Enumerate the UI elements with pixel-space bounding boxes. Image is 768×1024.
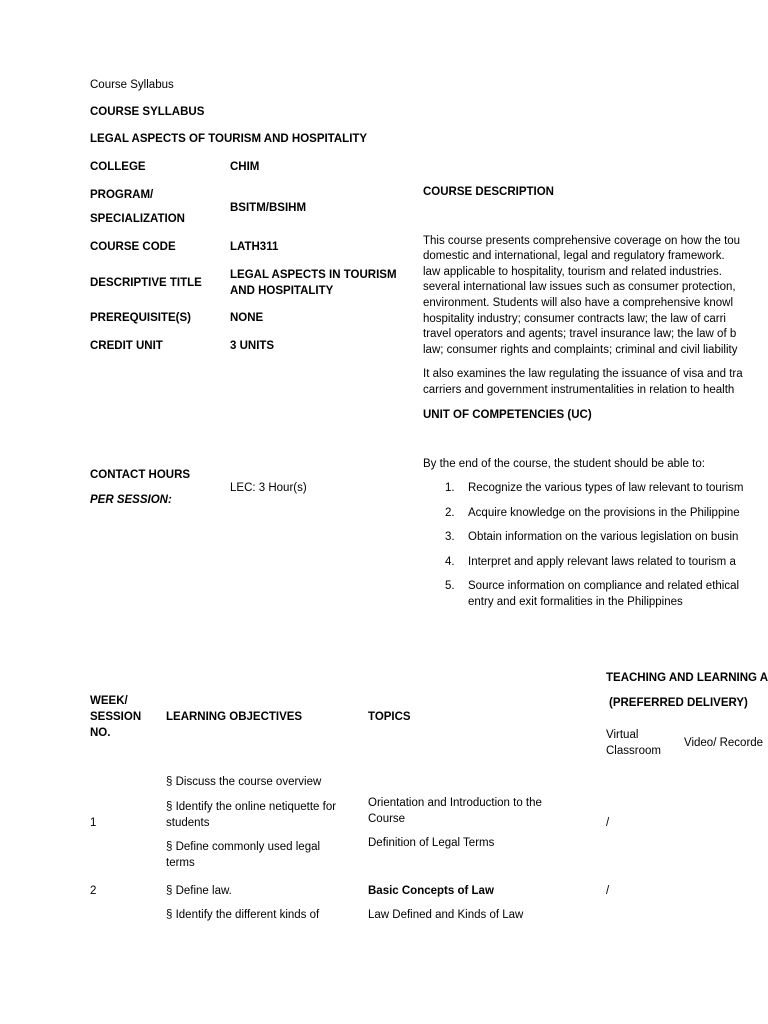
credit-unit-value: 3 UNITS <box>230 340 275 352</box>
list-item: Interpret and apply relevant laws related to tourism a <box>468 556 736 568</box>
course-code-value: LATH311 <box>230 241 279 253</box>
list-item: Source information on compliance and related ethical <box>468 580 740 592</box>
topic: Orientation and Introduction to the <box>368 797 542 809</box>
list-number: 2. <box>445 507 455 519</box>
descriptive-title-value-line2: AND HOSPITALITY <box>230 285 334 297</box>
descriptive-title-value-line1: LEGAL ASPECTS IN TOURISM <box>230 269 397 281</box>
prerequisite-label: PREREQUISITE(S) <box>90 312 191 324</box>
list-item-continuation: entry and exit formalities in the Philippines <box>468 596 683 608</box>
contact-hours-value: LEC: 3 Hour(s) <box>230 482 307 494</box>
column-header-learning-objectives: LEARNING OBJECTIVES <box>166 711 303 723</box>
learning-objective: § Identify the online netiquette for <box>166 801 337 813</box>
description-line: It also examines the law regulating the issuance of visa and tra <box>423 368 743 380</box>
descriptive-title-label: DESCRIPTIVE TITLE <box>90 277 202 289</box>
column-header-no: NO. <box>90 727 111 739</box>
column-header-week: WEEK/ <box>90 695 128 707</box>
per-session-label: PER SESSION: <box>90 494 172 506</box>
specialization-label: SPECIALIZATION <box>90 213 185 225</box>
document-label: Course Syllabus <box>90 79 174 91</box>
list-item: Obtain information on the various legislation on busin <box>468 531 739 543</box>
program-label: PROGRAM/ <box>90 189 154 201</box>
description-line: carriers and government instrumentalities in relation to health <box>423 384 735 396</box>
learning-objective: § Discuss the course overview <box>166 776 322 788</box>
learning-objective-continuation: terms <box>166 857 195 869</box>
list-number: 4. <box>445 556 455 568</box>
unit-of-competencies-heading: UNIT OF COMPETENCIES (UC) <box>423 409 592 421</box>
topic: Definition of Legal Terms <box>368 837 495 849</box>
description-line: hospitality industry; consumer contracts law; the law of carri <box>423 313 726 325</box>
description-line: several international law issues such as consumer protection, <box>423 281 736 293</box>
virtual-classroom-mark: / <box>606 885 610 897</box>
list-item: Recognize the various types of law relevant to tourism <box>468 482 744 494</box>
virtual-classroom-mark: / <box>606 817 610 829</box>
preferred-delivery-heading: (PREFERRED DELIVERY) <box>609 697 748 709</box>
description-line: law; consumer rights and complaints; criminal and civil liability <box>423 344 738 356</box>
contact-hours-label: CONTACT HOURS <box>90 469 191 481</box>
learning-objective: § Define commonly used legal <box>166 841 321 853</box>
topic-heading: Basic Concepts of Law <box>368 885 494 897</box>
prerequisite-value: NONE <box>230 312 264 324</box>
column-header-session: SESSION <box>90 711 142 723</box>
column-header-video-recorded: Video/ Recorde <box>684 737 764 749</box>
college-label: COLLEGE <box>90 161 146 173</box>
course-code-label: COURSE CODE <box>90 241 176 253</box>
learning-objective-continuation: students <box>166 817 210 829</box>
list-number: 3. <box>445 531 455 543</box>
learning-objective: § Identify the different kinds of <box>166 909 320 921</box>
program-value: BSITM/BSIHM <box>230 202 307 214</box>
description-line: This course presents comprehensive coverage on how the tou <box>423 235 741 247</box>
competencies-intro: By the end of the course, the student should be able to: <box>423 458 705 470</box>
description-line: domestic and international, legal and regulatory framework. <box>423 250 725 262</box>
column-header-virtual: Virtual <box>606 729 639 741</box>
topic-continuation: Course <box>368 813 406 825</box>
list-item: Acquire knowledge on the provisions in the Philippine <box>468 507 740 519</box>
document-title: COURSE SYLLABUS <box>90 106 205 118</box>
learning-objective: § Define law. <box>166 885 232 897</box>
list-number: 1. <box>445 482 455 494</box>
week-number: 1 <box>90 817 97 829</box>
topic: Law Defined and Kinds of Law <box>368 909 524 921</box>
course-description-heading: COURSE DESCRIPTION <box>423 186 554 198</box>
description-line: travel operators and agents; travel insurance law; the law of b <box>423 328 737 340</box>
column-header-classroom: Classroom <box>606 745 661 757</box>
list-number: 5. <box>445 580 455 592</box>
week-number: 2 <box>90 885 97 897</box>
column-header-topics: TOPICS <box>368 711 411 723</box>
teaching-learning-heading: TEACHING AND LEARNING A <box>606 672 768 684</box>
description-line: environment. Students will also have a comprehensive knowl <box>423 297 734 309</box>
college-value: CHIM <box>230 161 260 173</box>
credit-unit-label: CREDIT UNIT <box>90 340 163 352</box>
description-line: law applicable to hospitality, tourism and related industries. <box>423 266 722 278</box>
course-name: LEGAL ASPECTS OF TOURISM AND HOSPITALITY <box>90 133 368 145</box>
